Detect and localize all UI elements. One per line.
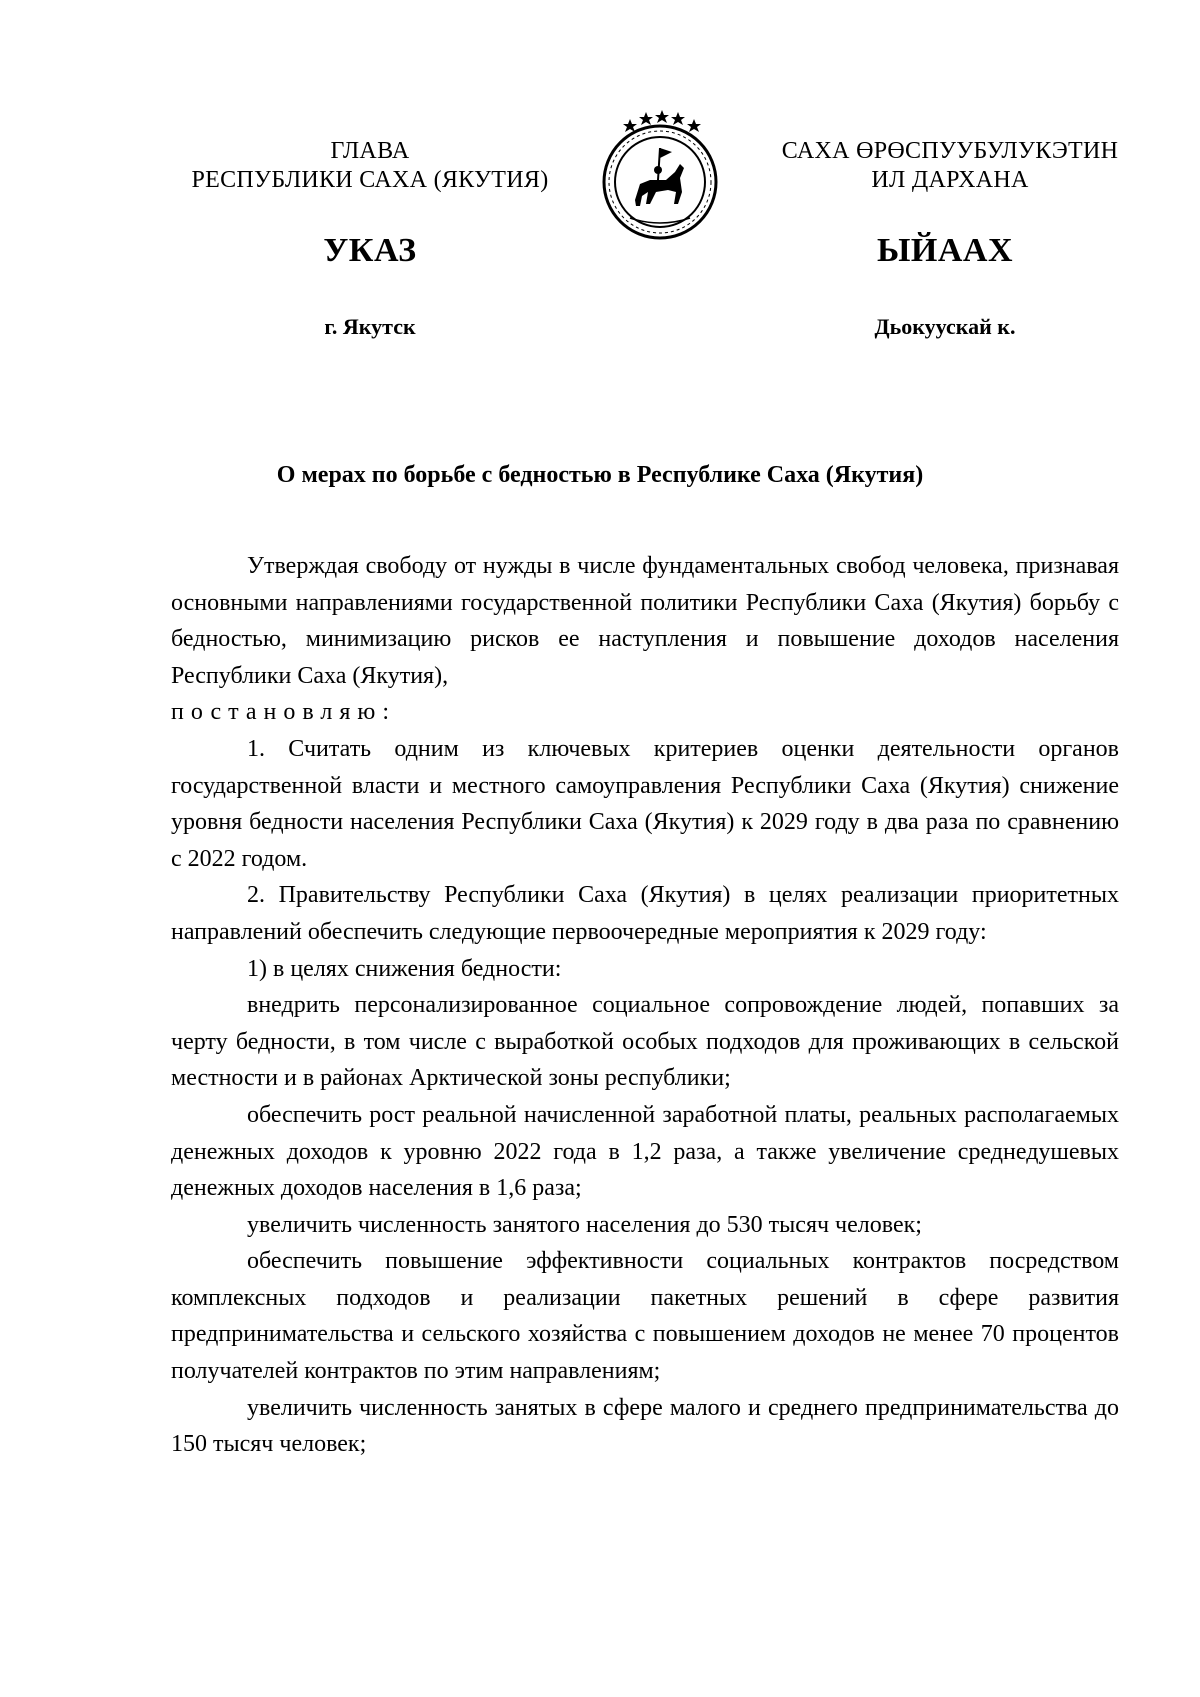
measure-5: увеличить численность занятых в сфере малого и среднего предпринимательства до 150 тысяч человек; xyxy=(171,1394,1119,1458)
coat-of-arms-emblem xyxy=(580,100,740,260)
issuer-line-2-sakha: ИЛ ДАРХАНА xyxy=(871,167,1029,193)
issuer-line-1-sakha: САХА ӨРӨСПУУБУЛУКЭТИН xyxy=(781,138,1119,164)
paragraph-1: 1. Считать одним из ключевых критериев оценки деятельности органов государственной власти и местного самоуправления Республики Саха (Якутия) снижение уровня бедности населения Республики Саха (Якутия) к 2029 году в два раза по сравнению с 2022 годом. xyxy=(171,735,1119,872)
subparagraph-1: 1) в целях снижения бедности: xyxy=(247,955,562,982)
paragraph-2: 2. Правительству Республики Саха (Якутия) в целях реализации приоритетных направлений обеспечить следующие первоочередные мероприятия к 2029 году: xyxy=(171,882,1119,945)
doc-type-sakha: ЫЙААХ xyxy=(877,232,1013,269)
decree-title: О мерах по борьбе с бедностью в Республике Саха (Якутия) xyxy=(276,462,924,488)
measure-4: обеспечить повышение эффективности социальных контрактов посредством комплексных подходов и реализации пакетных решений в сфере развития предпринимательства и сельского хозяйства с повышением доходов не менее 70 процентов получателей контрактов по этим направлениям; xyxy=(171,1248,1119,1385)
doc-type-russian: УКАЗ xyxy=(323,232,417,269)
issuer-block-sakha xyxy=(750,137,1150,195)
issuer-line-1: ГЛАВА xyxy=(330,138,410,164)
city-russian: г. Якутск xyxy=(324,314,416,339)
decree-word-line xyxy=(171,694,1119,731)
decree-word: постановляю: xyxy=(171,699,396,726)
city-sakha: Дьокуускай к. xyxy=(874,314,1016,339)
preamble-paragraph: Утверждая свободу от нужды в числе фундаментальных свобод человека, признавая основными направлениями государственной политики Республики Саха (Якутия) борьбу с бедностью, минимизацию рисков ее наступления и повышение доходов населения Республики Саха (Якутия), xyxy=(171,553,1119,689)
measure-2: обеспечить рост реальной начисленной заработной платы, реальных располагаемых денежных доходов к уровню 2022 года в 1,2 раза, а также увеличение среднедушевых денежных доходов населения в 1,6 раза; xyxy=(171,1101,1119,1202)
issuer-block-russian xyxy=(150,137,590,195)
measure-3: увеличить численность занятого населения до 530 тысяч человек; xyxy=(247,1211,922,1238)
measure-1: внедрить персонализированное социальное сопровождение людей, попавших за черту бедности, в том числе с выработкой особых подходов для проживающих в сельской местности и в районах Арктической зоны республики; xyxy=(171,992,1119,1092)
decree-body xyxy=(171,548,1119,1463)
issuer-line-2: РЕСПУБЛИКИ САХА (ЯКУТИЯ) xyxy=(191,167,549,193)
